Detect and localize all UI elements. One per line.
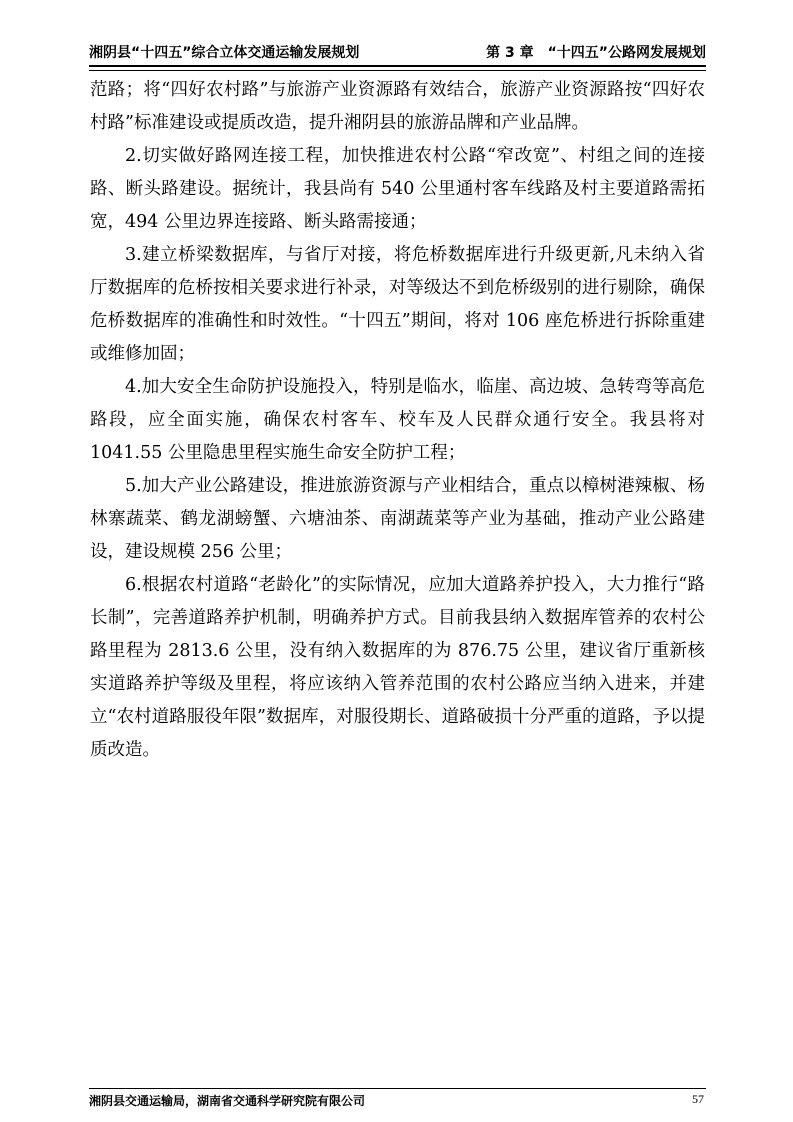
page-header: [89, 42, 706, 66]
paragraph-item-5: 5.加大产业公路建设，推进旅游资源与产业相结合，重点以樟树港辣椒、杨林寨蔬菜、鹤龙湖螃蟹、六塘油茶、南湖蔬菜等产业为基础，推动产业公路建设，建设规模 256 公里；: [90, 476, 705, 562]
page-number: 57: [692, 1092, 704, 1106]
footer-organization: 湘阴县交通运输局，湖南省交通科学研究院有限公司: [89, 1094, 366, 1108]
page-footer: [89, 1092, 706, 1112]
footer-divider: [89, 1088, 706, 1089]
paragraph-item-3: 3.建立桥梁数据库，与省厅对接，将危桥数据库进行升级更新,凡未纳入省厅数据库的危桥按相关要求进行补录，对等级达不到危桥级别的进行剔除，确保危桥数据库的准确性和时效性。“十四五”期间，将对 106 座危桥进行拆除重建或维修加固；: [90, 245, 705, 364]
header-chapter-title: 第 3 章 “十四五”公路网发展规划: [486, 45, 706, 61]
header-document-title: 湘阴县“十四五”综合立体交通运输发展规划: [89, 45, 360, 61]
paragraph-item-2: 2.切实做好路网连接工程，加快推进农村公路“窄改宽”、村组之间的连接路、断头路建设。据统计，我县尚有 540 公里通村客车线路及村主要道路需拓宽，494 公里边界连接路、断头路需接通；: [90, 146, 705, 232]
main-content: [90, 74, 705, 767]
header-divider: [89, 65, 706, 71]
paragraph-item-6: 6.根据农村道路“老龄化”的实际情况，应加大道路养护投入，大力推行“路长制”，完善道路养护机制，明确养护方式。目前我县纳入数据库管养的农村公路里程为 2813.6 公里，没有纳入数据库的为 876.75 公里，建议省厅重新核实道路养护等级及里程，将应该纳入管养范围的农村公路应当纳入进来，并建立“农村道路服役年限”数据库，对服役期长、道路破损十分严重的道路，予以提质改造。: [90, 575, 705, 760]
paragraph-continued: 范路；将“四好农村路”与旅游产业资源路有效结合，旅游产业资源路按“四好农村路”标准建设或提质改造，提升湘阴县的旅游品牌和产业品牌。: [90, 80, 705, 133]
paragraph-item-4: 4.加大安全生命防护设施投入，特别是临水，临崖、高边坡、急转弯等高危路段，应全面实施，确保农村客车、校车及人民群众通行安全。我县将对 1041.55 公里隐患里程实施生命安全防护工程；: [90, 377, 705, 463]
